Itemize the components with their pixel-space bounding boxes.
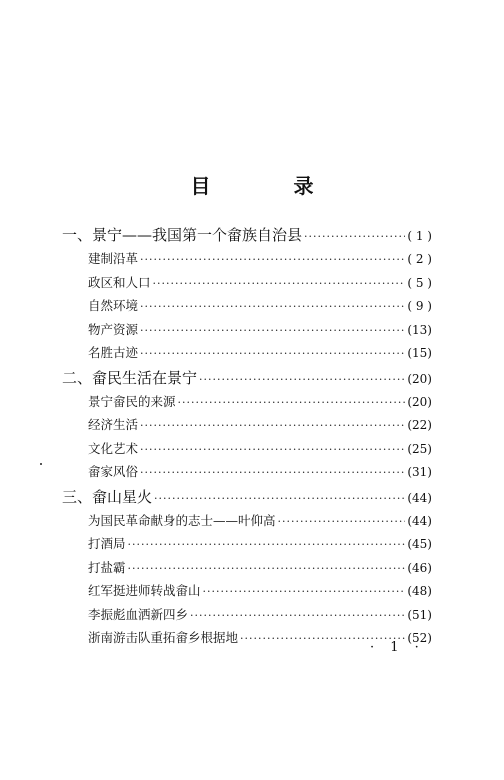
toc-entry-page: (13) — [407, 322, 432, 337]
toc-entry-page: ( 1 ) — [407, 229, 432, 243]
dot-leader — [190, 609, 405, 622]
dot-leader — [140, 466, 405, 479]
toc-entry-label: 红军挺进师转战畲山 — [88, 583, 201, 598]
dot-leader — [128, 562, 406, 575]
toc-entry-page: ( 5 ) — [407, 275, 432, 290]
dot-leader — [128, 538, 406, 551]
toc-entry-page: ( 2 ) — [407, 252, 432, 266]
toc-entry-page: (44) — [407, 513, 432, 528]
toc-entry[interactable] — [62, 558, 432, 582]
toc-entry-label: 政区和人口 — [88, 274, 151, 290]
toc-entry[interactable] — [62, 273, 432, 297]
toc-entry-page: (52) — [407, 631, 432, 645]
toc-entry-page: (31) — [407, 465, 432, 479]
toc-entry-label: 打酒局 — [88, 536, 126, 551]
toc-entry[interactable] — [62, 343, 432, 367]
dot-leader — [178, 396, 406, 409]
toc-entry[interactable] — [62, 224, 432, 249]
dot-leader — [153, 277, 406, 290]
toc-entry-page: (20) — [407, 394, 432, 409]
dot-leader — [304, 230, 405, 243]
toc-entry-label: 物产资源 — [88, 321, 139, 337]
toc-entry[interactable] — [62, 296, 432, 320]
page-number: · 1 · — [370, 640, 425, 655]
toc-entry-label: 浙南游击队重拓畲乡根据地 — [88, 630, 239, 645]
toc-entry-page: ( 9 ) — [407, 299, 432, 313]
toc-entry-label: 二、畲民生活在景宁 — [62, 368, 198, 387]
toc-entry-label: 经济生活 — [88, 417, 139, 432]
toc-entry-label: 李振彪血洒新四乡 — [88, 606, 189, 622]
toc-entry[interactable] — [62, 439, 432, 463]
toc-entry[interactable] — [62, 534, 432, 558]
toc-entry[interactable] — [62, 511, 432, 535]
dot-leader — [140, 443, 405, 456]
toc-entry[interactable] — [62, 249, 432, 273]
toc-entry-page: (22) — [407, 418, 432, 432]
toc-entry[interactable] — [62, 367, 432, 392]
toc-entry[interactable] — [62, 581, 432, 605]
dot-leader — [154, 492, 405, 505]
toc-entry-label: 一、景宁——我国第一个畲族自治县 — [62, 226, 303, 244]
dot-leader — [140, 347, 405, 360]
dot-leader — [199, 373, 405, 386]
dot-leader — [203, 585, 406, 598]
dot-leader — [278, 515, 406, 528]
toc-entry-label: 文化艺术 — [88, 440, 139, 456]
toc-entry-label: 为国民革命献身的志士——叶仰高 — [88, 512, 276, 528]
toc-entry-label: 畲家风俗 — [88, 464, 139, 479]
toc-entry-page: (25) — [407, 441, 432, 456]
toc-entry-page: (48) — [407, 584, 432, 598]
page-title: 目 录 — [190, 174, 352, 198]
print-speck — [40, 463, 42, 465]
table-of-contents — [62, 224, 432, 652]
dot-leader — [140, 300, 405, 313]
toc-entry-label: 名胜古迹 — [88, 345, 139, 360]
dot-leader — [140, 253, 405, 266]
toc-entry-label: 建制沿革 — [88, 251, 139, 266]
dot-leader — [140, 324, 405, 337]
toc-entry-label: 景宁畲民的来源 — [88, 393, 176, 409]
toc-entry[interactable] — [62, 462, 432, 486]
toc-entry[interactable] — [62, 320, 432, 344]
toc-entry-page: (15) — [407, 346, 432, 360]
toc-entry[interactable] — [62, 486, 432, 511]
toc-entry[interactable] — [62, 605, 432, 629]
toc-entry-label: 打盐霸 — [88, 559, 126, 575]
dot-leader — [140, 419, 405, 432]
toc-entry-page: (44) — [407, 490, 432, 505]
toc-entry-page: (45) — [407, 537, 432, 551]
toc-entry-label: 自然环境 — [88, 298, 139, 313]
toc-entry[interactable] — [62, 392, 432, 416]
toc-entry[interactable] — [62, 415, 432, 439]
toc-entry-page: (20) — [407, 371, 432, 386]
toc-entry-label: 三、畲山星火 — [62, 487, 153, 506]
toc-entry-page: (51) — [407, 607, 432, 622]
toc-entry-page: (46) — [407, 560, 432, 575]
